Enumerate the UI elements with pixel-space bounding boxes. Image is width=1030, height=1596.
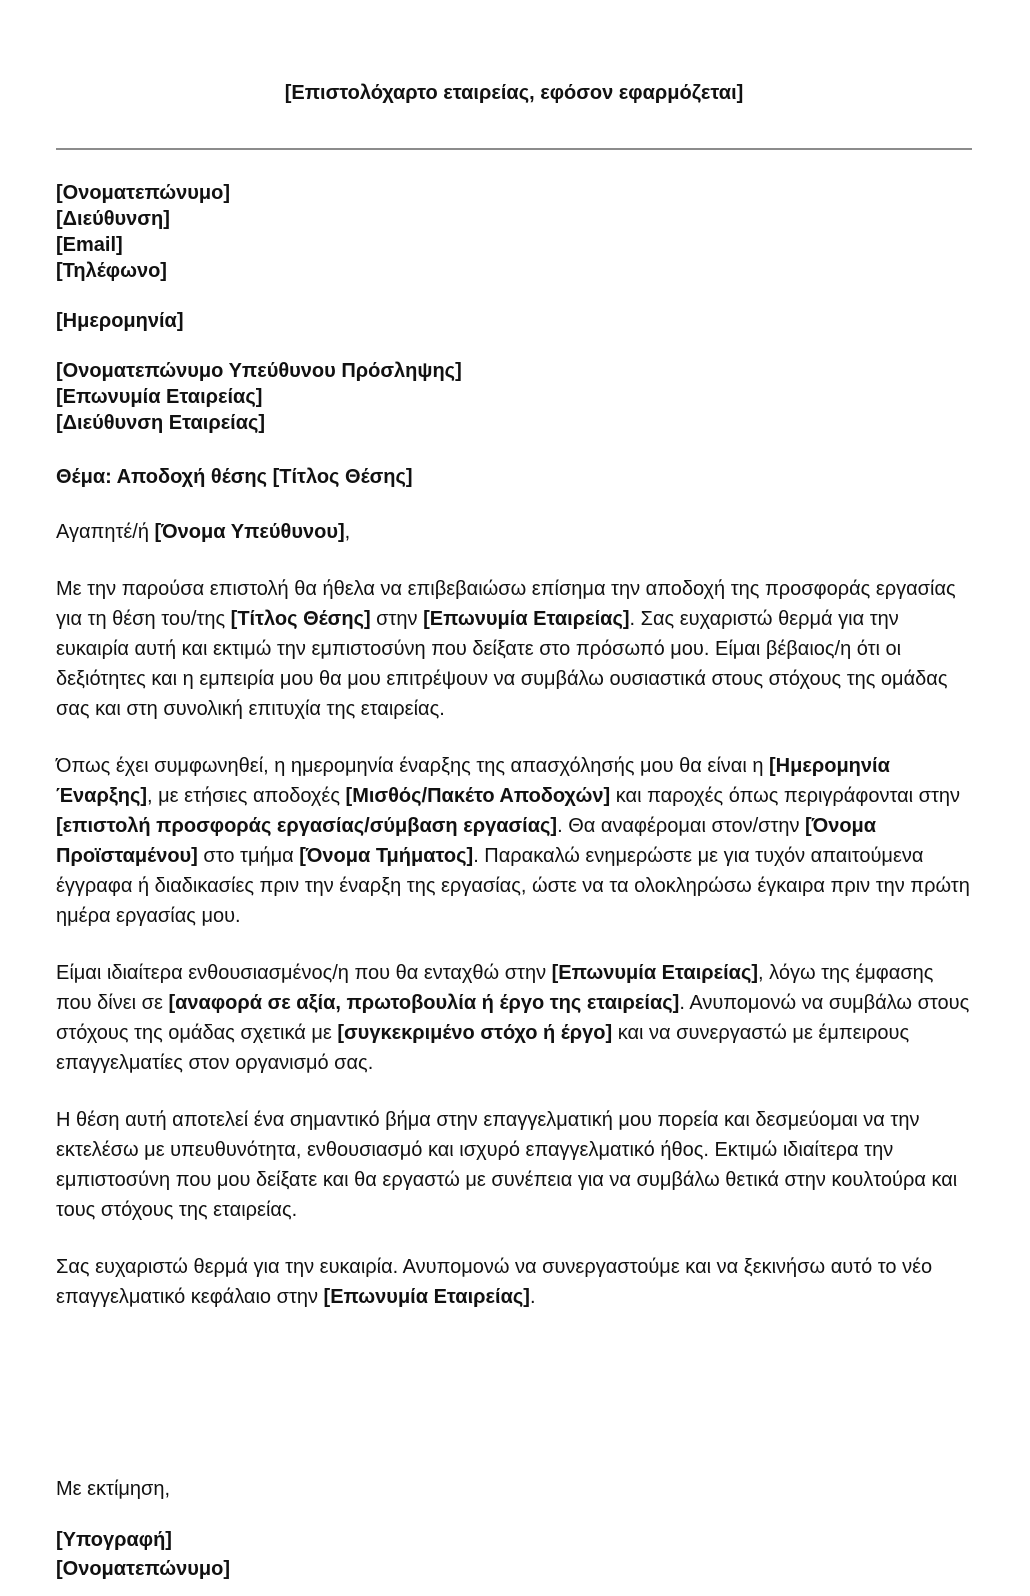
text-run: , με ετήσιες αποδοχές bbox=[147, 785, 346, 807]
paragraph-acceptance bbox=[56, 574, 972, 724]
info-line: [Επωνυμία Εταιρείας] bbox=[56, 386, 263, 408]
text-run: . Σας ευχαριστώ θερμά για την ευκαιρία αυτή και εκτιμώ την εμπιστοσύνη που δείξατε στο πρόσωπό μου. Είμαι βέβαιος/η ότι οι δεξιότητες και η εμπειρία μου θα μου επιτρέψουν να συμβάλω ουσιαστικά στους στόχους της ομάδας σας και στη συνολική επιτυχία της εταιρείας. bbox=[56, 608, 948, 720]
signature-block bbox=[56, 1526, 972, 1584]
placeholder-bold: [Όνομα Υπεύθυνου] bbox=[154, 521, 345, 543]
placeholder-bold: [αναφορά σε αξία, πρωτοβουλία ή έργο της εταιρείας] bbox=[168, 992, 680, 1014]
placeholder-bold: [Επωνυμία Εταιρείας] bbox=[423, 608, 630, 630]
placeholder-bold: [Ημερομηνία Έναρξης] bbox=[56, 755, 890, 807]
info-line: [Ονοματεπώνυμο] bbox=[56, 182, 231, 204]
placeholder-bold: [Μισθός/Πακέτο Αποδοχών] bbox=[345, 785, 611, 807]
text-run: στο τμήμα bbox=[197, 845, 300, 867]
subject-line: Θέμα: Αποδοχή θέσης [Τίτλος Θέσης] bbox=[56, 466, 413, 488]
text-run: Αγαπητέ/ή bbox=[56, 521, 155, 543]
info-line: [Ονοματεπώνυμο] bbox=[56, 1558, 231, 1580]
paragraph-terms bbox=[56, 751, 972, 931]
info-line: [Ονοματεπώνυμο Υπεύθυνου Πρόσληψης] bbox=[56, 360, 462, 382]
salutation bbox=[56, 517, 972, 547]
text-run: Σας ευχαριστώ θερμά για την ευκαιρία. Ανυπομονώ να συνεργαστούμε και να ξεκινήσω αυτό το νέο επαγγελματικό κεφάλαιο στην bbox=[56, 1256, 933, 1308]
letterhead-placeholder: [Επιστολόχαρτο εταιρείας, εφόσον εφαρμόζεται] bbox=[284, 82, 744, 104]
text-run: και να συνεργαστώ με έμπειρους επαγγελματίες στον οργανισμό σας. bbox=[56, 1022, 910, 1074]
text-run: Η θέση αυτή αποτελεί ένα σημαντικό βήμα στην επαγγελματική μου πορεία και δεσμεύομαι να την εκτελέσω με υπευθυνότητα, ενθουσιασμό και ισχυρό επαγγελματικό ήθος. Εκτιμώ ιδιαίτερα την εμπιστοσύνη που μου δείξατε και θα εργαστώ με συνέπεια για να συμβάλω θετικά στην κουλτούρα και τους στόχους της εταιρείας. bbox=[56, 1109, 958, 1221]
text-run: , λόγω της έμφασης που δίνει σε bbox=[56, 962, 934, 1014]
info-line: [Τηλέφωνο] bbox=[56, 260, 167, 282]
text-run: . Θα αναφέρομαι στον/στην bbox=[557, 815, 806, 837]
info-line: [Διεύθυνση Εταιρείας] bbox=[56, 412, 266, 434]
placeholder-bold: [συγκεκριμένο στόχο ή έργο] bbox=[337, 1022, 613, 1044]
placeholder-bold: [Τίτλος Θέσης] bbox=[230, 608, 371, 630]
paragraph-commitment bbox=[56, 1105, 972, 1225]
text-run: . bbox=[529, 1286, 536, 1308]
text-run: και παροχές όπως περιγράφονται στην bbox=[610, 785, 961, 807]
placeholder-bold: [Επωνυμία Εταιρείας] bbox=[551, 962, 759, 984]
text-run: στην bbox=[370, 608, 424, 630]
date-placeholder: [Ημερομηνία] bbox=[56, 310, 184, 332]
text-run: Είμαι ιδιαίτερα ενθουσιασμένος/η που θα ενταχθώ στην bbox=[56, 962, 552, 984]
divider-line bbox=[56, 148, 972, 150]
sender-block bbox=[56, 180, 972, 284]
info-line: [Email] bbox=[56, 234, 123, 256]
closing-line: Με εκτίμηση, bbox=[56, 1478, 171, 1500]
placeholder-bold: [Όνομα Τμήματος] bbox=[299, 845, 474, 867]
text-run: , bbox=[344, 521, 351, 543]
signature-spacer bbox=[56, 1312, 972, 1474]
paragraph-thanks bbox=[56, 1252, 972, 1312]
info-line: [Διεύθυνση] bbox=[56, 208, 170, 230]
paragraph-enthusiasm bbox=[56, 958, 972, 1078]
placeholder-bold: [Επωνυμία Εταιρείας] bbox=[323, 1286, 530, 1308]
placeholder-bold: [επιστολή προσφοράς εργασίας/σύμβαση εργασίας] bbox=[56, 815, 558, 837]
text-run: . Παρακαλώ ενημερώστε με για τυχόν απαιτούμενα έγγραφα ή διαδικασίες πριν την έναρξη της εργασίας, ώστε να τα ολοκληρώσω έγκαιρα πριν την πρώτη ημέρα εργασίας μου. bbox=[56, 845, 970, 927]
placeholder-bold: [Όνομα Προϊσταμένου] bbox=[56, 815, 877, 867]
info-line: [Υπογραφή] bbox=[56, 1529, 172, 1551]
recipient-block bbox=[56, 358, 972, 436]
text-run: Με την παρούσα επιστολή θα ήθελα να επιβεβαιώσω επίσημα την αποδοχή της προσφοράς εργασίας για τη θέση του/της bbox=[56, 578, 956, 630]
text-run: Όπως έχει συμφωνηθεί, η ημερομηνία έναρξης της απασχόλησής μου θα είναι η bbox=[56, 755, 770, 777]
text-run: . Ανυπομονώ να συμβάλω στους στόχους της ομάδας σχετικά με bbox=[56, 992, 970, 1044]
